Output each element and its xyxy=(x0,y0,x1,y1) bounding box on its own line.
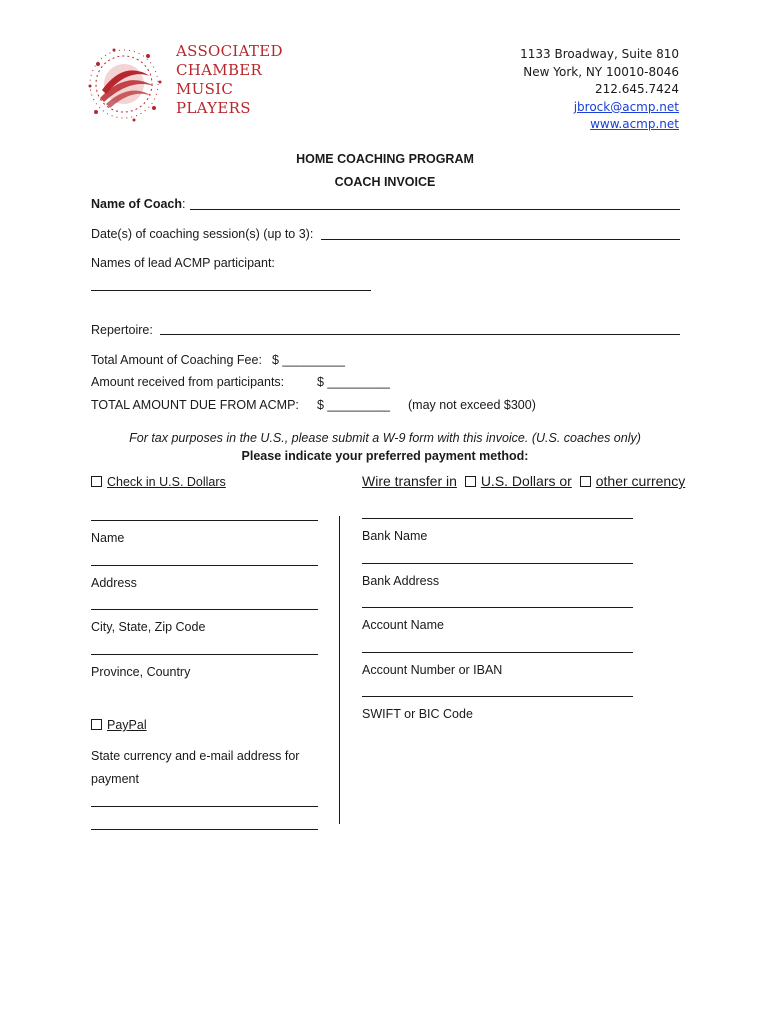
repertoire-label: Repertoire: xyxy=(91,323,153,337)
account-number-field[interactable] xyxy=(362,652,633,653)
paypal-checkbox[interactable] xyxy=(91,719,102,730)
wire-prefix: Wire transfer in xyxy=(362,473,457,489)
due-note: (may not exceed $300) xyxy=(408,398,536,412)
check-name-label: Name xyxy=(91,531,125,545)
program-title: HOME COACHING PROGRAM xyxy=(296,152,474,166)
payment-prompt: Please indicate your preferred payment method: xyxy=(241,449,529,463)
received-label: Amount received from participants: xyxy=(91,375,285,389)
bank-name-field[interactable] xyxy=(362,518,633,519)
check-option[interactable] xyxy=(91,475,226,489)
other-currency-label: other currency xyxy=(595,473,686,489)
acmp-logo xyxy=(84,42,283,126)
other-currency-checkbox[interactable] xyxy=(580,476,591,487)
bank-address-label: Bank Address xyxy=(362,574,440,588)
bank-name-label: Bank Name xyxy=(362,529,428,543)
check-city-label: City, State, Zip Code xyxy=(91,620,206,634)
due-label: TOTAL AMOUNT DUE FROM ACMP: xyxy=(91,398,299,412)
lead-participant-label: Names of lead ACMP participant: xyxy=(91,256,275,270)
coach-name-label: Name of Coach xyxy=(91,197,182,211)
usd-checkbox[interactable] xyxy=(465,476,476,487)
logo-wordmark xyxy=(176,42,283,118)
paypal-field-2[interactable] xyxy=(91,829,318,830)
total-fee-label: Total Amount of Coaching Fee: xyxy=(91,353,262,367)
logo-line: CHAMBER xyxy=(176,61,263,79)
wire-option xyxy=(362,473,685,489)
usd-label: U.S. Dollars or xyxy=(480,473,572,489)
check-checkbox[interactable] xyxy=(91,476,102,487)
account-number-label: Account Number or IBAN xyxy=(362,663,503,677)
paypal-field-1[interactable] xyxy=(91,806,318,807)
logo-line: ASSOCIATED xyxy=(176,42,283,60)
website-link[interactable]: www.acmp.net xyxy=(590,117,679,131)
paypal-label: PayPal xyxy=(107,718,147,732)
column-divider xyxy=(339,516,340,824)
paypal-instruction-1: State currency and e-mail address for xyxy=(91,749,300,763)
check-name-field[interactable] xyxy=(91,520,318,521)
check-province-label: Province, Country xyxy=(91,665,191,679)
coach-name-colon: : xyxy=(182,197,186,211)
total-fee-field[interactable]: $ _________ xyxy=(272,353,345,367)
paypal-option[interactable] xyxy=(91,718,147,732)
check-province-field[interactable] xyxy=(91,654,318,655)
address-line-2: New York, NY 10010-8046 xyxy=(523,64,679,79)
received-field[interactable]: $ _________ xyxy=(317,375,390,389)
due-field[interactable]: $ _________ xyxy=(317,398,390,412)
contact-block xyxy=(520,46,679,134)
dates-field[interactable] xyxy=(321,239,680,240)
account-name-label: Account Name xyxy=(362,618,444,632)
paypal-instruction-2: payment xyxy=(91,772,139,786)
coach-name-field[interactable] xyxy=(190,209,680,210)
phone: 212.645.7424 xyxy=(595,82,679,96)
swift-field[interactable] xyxy=(362,696,633,697)
logo-line: PLAYERS xyxy=(176,99,251,117)
check-label: Check in U.S. Dollars xyxy=(107,475,226,489)
address-line-1: 1133 Broadway, Suite 810 xyxy=(520,47,679,61)
check-city-field[interactable] xyxy=(91,609,318,610)
swift-label: SWIFT or BIC Code xyxy=(362,707,473,721)
check-address-label: Address xyxy=(91,576,137,590)
email-link[interactable]: jbrock@acmp.net xyxy=(573,99,679,114)
logo-line: MUSIC xyxy=(176,80,234,98)
check-address-field[interactable] xyxy=(91,565,318,566)
dates-label: Date(s) of coaching session(s) (up to 3): xyxy=(91,227,314,241)
tax-note: For tax purposes in the U.S., please submit a W-9 form with this invoice. (U.S. coaches only) xyxy=(129,431,641,445)
coach-name-label-wrap xyxy=(91,197,185,211)
form-title: COACH INVOICE xyxy=(334,175,436,189)
account-name-field[interactable] xyxy=(362,607,633,608)
repertoire-field[interactable] xyxy=(160,334,680,335)
music-swirl-icon xyxy=(84,42,164,126)
lead-participant-field[interactable] xyxy=(91,290,371,291)
bank-address-field[interactable] xyxy=(362,563,633,564)
